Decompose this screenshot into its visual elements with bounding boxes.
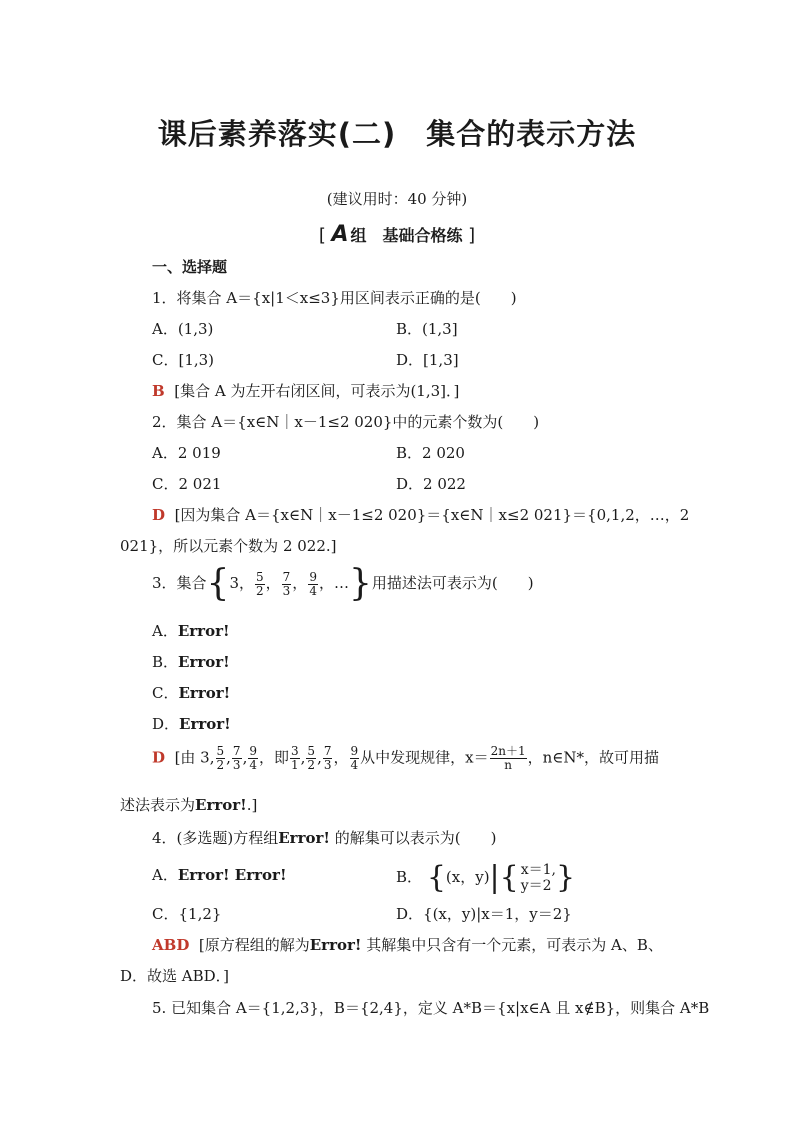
q1-option-b: B．(1,3]: [396, 320, 458, 338]
suggested-time: (建议用时：40 分钟): [326, 190, 468, 208]
fraction: $\frac{5}{2}$: [256, 569, 264, 598]
group-label: 组 基础合格练: [350, 226, 463, 245]
fraction: $\frac{3}{1}$: [291, 744, 299, 772]
fraction: $\frac{9}{4}$: [350, 744, 359, 772]
q2-stem: 2．集合 A＝{x∈N｜x－1≤2 020}中的元素个数为( ): [152, 413, 540, 431]
q3-option-d: D．Error!: [152, 715, 231, 733]
q3-solution: D [由 3, $\frac{5}{2}$ , $\frac{7}{3}$ , $\frac{9}{4}$ ，即 $\frac{3}{1}$ , $\frac{5}{2}$ , $\frac{7}{3}$ ， $\frac{9}{4}$ 从中发现规律，x＝ $\frac{2n+1}{n}$ ，n∈N*，故可用描: [152, 744, 659, 772]
q3-answer: D: [152, 748, 166, 767]
fraction: $\frac{7}{3}$: [282, 569, 291, 598]
q1-option-a: A．(1,3): [152, 320, 214, 338]
fraction: $\frac{7}{3}$: [323, 744, 332, 772]
q3-prefix: 3．集合: [152, 574, 207, 592]
q4-option-a: A．Error! Error!: [152, 866, 287, 884]
left-brace-icon: {: [206, 563, 230, 604]
q3-option-b: B．Error!: [152, 653, 230, 671]
q4-explanation-line2: D．故选 ABD．]: [120, 967, 230, 985]
divider-icon: |: [489, 860, 500, 895]
q4-answer: ABD: [152, 936, 190, 954]
fraction: $\frac{2n+1}{n}$: [490, 744, 526, 772]
q5-stem: 5. 已知集合 A＝{1,2,3}，B＝{2,4}，定义 A*B＝{x|x∈A 且 x∉B}，则集合 A*B: [152, 999, 710, 1017]
fraction: $\frac{7}{3}$: [232, 744, 241, 772]
q2-option-c: C．2 021: [152, 475, 222, 493]
q4-stem: 4．(多选题)方程组Error! 的解集可以表示为( ): [152, 829, 497, 847]
q2-option-d: D．2 022: [396, 475, 466, 493]
q2-explanation-line1: [因为集合 A＝{x∈N｜x－1≤2 020}＝{x∈N｜x≤2 021}＝{0,1,2，…，2: [174, 506, 690, 524]
q2-solution: [152, 504, 689, 526]
page-title: 课后素养落实(二) 集合的表示方法: [157, 117, 637, 151]
group-heading: [0, 222, 794, 247]
right-brace-icon: }: [348, 563, 372, 604]
fraction: $\frac{5}{2}$: [307, 744, 316, 772]
q2-option-b: B．2 020: [396, 444, 465, 462]
left-brace-icon: {: [426, 860, 446, 895]
equation-system: x＝1, y＝2: [520, 862, 557, 894]
q3-suffix: 用描述法可表示为( ): [371, 574, 534, 592]
q3-option-a: A．Error!: [152, 622, 230, 640]
q2-explanation-line2: 021}，所以元素个数为 2 022.]: [120, 537, 337, 555]
ellipsis: …: [333, 574, 349, 592]
section-heading: 一、选择题: [152, 258, 228, 276]
fraction: $\frac{9}{4}$: [249, 744, 257, 772]
fraction: $\frac{5}{2}$: [216, 744, 225, 772]
right-brace-icon: }: [556, 860, 576, 895]
q1-explanation: [集合 A 为左开右闭区间，可表示为(1,3]．]: [174, 382, 460, 400]
q1-option-d: D．[1,3]: [396, 351, 459, 369]
q1-solution: [152, 380, 459, 402]
q1-option-c: C．[1,3): [152, 351, 215, 369]
q2-option-a: A．2 019: [152, 444, 221, 462]
q4-solution: ABD [原方程组的解为Error! 其解集中只含有一个元素，可表示为 A、B、: [152, 936, 663, 954]
q1-stem: 1．将集合 A＝{x|1＜x≤3}用区间表示正确的是( ): [152, 289, 517, 307]
group-bracket-open: [: [318, 225, 326, 246]
q4-option-d: D．{(x，y)|x＝1，y＝2}: [396, 905, 572, 923]
q3-option-c: C．Error!: [152, 684, 231, 702]
q3-stem: 3．集合{3， $\frac{5}{2}$ ， $\frac{7}{3}$ ， $\frac{9}{4}$ ，…}用描述法可表示为( ): [152, 563, 534, 604]
q4-option-c: C．{1,2}: [152, 905, 222, 923]
q1-answer: B: [152, 382, 165, 400]
q4-option-b: B． {(x，y)|{ x＝1, y＝2 }: [396, 860, 576, 895]
fraction: $\frac{9}{4}$: [309, 569, 317, 598]
group-bracket-close: ]: [468, 225, 476, 246]
left-brace-icon: {: [499, 860, 519, 895]
q2-answer: D: [152, 506, 166, 524]
group-letter: A: [331, 222, 349, 247]
q3-explanation-line2: 述法表示为Error!.]: [120, 796, 258, 814]
q3-first-element: 3，: [229, 574, 254, 592]
